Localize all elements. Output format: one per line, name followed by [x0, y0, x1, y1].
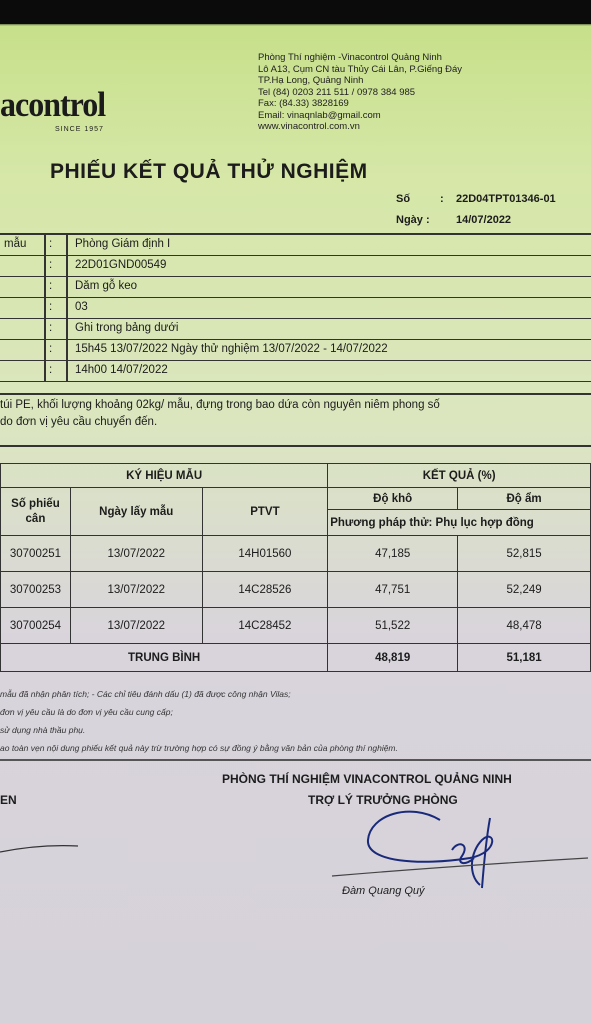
- colon: :: [440, 193, 444, 205]
- info-value: 03: [75, 301, 88, 313]
- report-number-label: Số: [396, 193, 411, 205]
- info-colon: :: [49, 322, 53, 334]
- weigh-ticket-cell: 30700254: [1, 608, 71, 644]
- contact-line: TP.Hạ Long, Quảng Ninh: [258, 75, 364, 86]
- vehicle-cell: 14C28452: [202, 608, 328, 644]
- sample-id-header: KÝ HIỆU MẪU: [1, 464, 328, 488]
- vehicle-cell: 14H01560: [202, 536, 328, 572]
- note-line: đơn vị yêu cầu là do đơn vị yêu cầu cung cấp;: [0, 707, 173, 717]
- contact-line: Phòng Thí nghiệm -Vinacontrol Quảng Ninh: [258, 52, 442, 63]
- lab-name: PHÒNG THÍ NGHIỆM VINACONTROL QUẢNG NINH: [222, 772, 512, 786]
- contact-line: Email: vinaqnlab@gmail.com: [258, 109, 381, 121]
- dryness-cell: 47,751: [328, 572, 458, 608]
- table-row: [1, 608, 591, 644]
- sampling-date-header: Ngày lấy mẫu: [70, 488, 202, 536]
- logo-tagline: SINCE 1957: [55, 126, 104, 133]
- info-value: 22D01GND00549: [75, 259, 167, 271]
- signature-drawing: [0, 800, 591, 900]
- average-moisture: 51,181: [458, 644, 591, 672]
- info-colon: :: [49, 364, 53, 376]
- company-logo: acontrol: [0, 84, 106, 124]
- contact-line: Lô A13, Cụm CN tàu Thủy Cái Lân, P.Giếng Đáy: [258, 63, 463, 75]
- weigh-ticket-cell: 30700251: [1, 536, 71, 572]
- signer-role: TRỢ LÝ TRƯỞNG PHÒNG: [308, 793, 458, 807]
- column-divider: [66, 234, 68, 381]
- weigh-ticket-cell: 30700253: [1, 572, 71, 608]
- note-line: ao toàn vẹn nội dung phiếu kết quả này trừ trường hợp có sự đồng ý bằng văn bản của phòng thí nghiệm.: [0, 743, 398, 753]
- divider: [0, 393, 591, 395]
- dryness-cell: 47,185: [328, 536, 458, 572]
- info-value: Ghi trong bảng dưới: [75, 322, 179, 334]
- info-row: [0, 276, 591, 298]
- contact-line: Tel (84) 0203 211 511 / 0978 384 985: [258, 86, 416, 98]
- report-number: 22D04TPT01346-01: [456, 193, 556, 205]
- average-label: TRUNG BÌNH: [1, 644, 328, 672]
- note-line: mẫu đã nhận phân tích; - Các chỉ tiêu đánh dấu (1) đã được công nhận Vilas;: [0, 689, 291, 699]
- average-dryness: 48,819: [328, 644, 458, 672]
- info-value: 15h45 13/07/2022 Ngày thử nghiệm 13/07/2022 - 14/07/2022: [75, 343, 388, 355]
- notes-block: [0, 685, 398, 757]
- report-date-label: Ngày :: [396, 214, 430, 226]
- report-date: 14/07/2022: [456, 214, 512, 226]
- info-value: Dăm gỗ keo: [75, 280, 138, 292]
- moisture-cell: 52,249: [458, 572, 591, 608]
- info-colon: :: [49, 280, 53, 292]
- info-colon: :: [49, 259, 53, 271]
- sample-description: [0, 397, 591, 431]
- dryness-header: Độ khô: [328, 488, 458, 510]
- vehicle-header: PTVT: [202, 488, 328, 536]
- info-colon: :: [49, 343, 53, 355]
- info-row: [0, 234, 591, 256]
- dryness-cell: 51,522: [328, 608, 458, 644]
- info-row: [0, 297, 591, 319]
- info-row: [0, 318, 591, 340]
- vehicle-cell: 14C28526: [202, 572, 328, 608]
- sampling-date-cell: 13/07/2022: [70, 608, 202, 644]
- info-row: [0, 339, 591, 361]
- weigh-ticket-header: Số phiếu cân: [1, 488, 71, 536]
- divider: [0, 445, 591, 447]
- info-row: [0, 360, 591, 382]
- description-line: do đơn vị yêu cầu chuyển đến.: [0, 416, 158, 428]
- sampling-date-cell: 13/07/2022: [70, 572, 202, 608]
- moisture-cell: 48,478: [458, 608, 591, 644]
- results-table: [0, 463, 591, 672]
- contact-line: www.vinacontrol.com.vn: [258, 121, 360, 132]
- divider: [0, 759, 591, 761]
- info-label: mẫu: [4, 238, 27, 250]
- signer-name: Đàm Quang Quý: [342, 885, 425, 897]
- table-row: [1, 572, 591, 608]
- note-line: sử dụng nhà thầu phụ.: [0, 725, 86, 735]
- test-method: Phương pháp thử: Phụ lục hợp đồng: [328, 510, 591, 536]
- contact-block: [258, 52, 462, 133]
- sampling-date-cell: 13/07/2022: [70, 536, 202, 572]
- moisture-header: Độ ẩm: [458, 488, 591, 510]
- result-header: KẾT QUẢ (%): [328, 464, 591, 488]
- info-colon: :: [49, 238, 53, 250]
- document-title: PHIẾU KẾT QUẢ THỬ NGHIỆM: [50, 160, 368, 183]
- contact-line: Fax: (84.33) 3828169: [258, 98, 349, 109]
- table-row: [1, 536, 591, 572]
- info-value: 14h00 14/07/2022: [75, 364, 168, 376]
- description-line: túi PE, khối lượng khoảng 02kg/ mẫu, đựng trong bao dứa còn nguyên niêm phong số: [0, 399, 440, 411]
- top-border: [0, 0, 591, 24]
- info-value: Phòng Giám định I: [75, 238, 171, 250]
- left-signature-label: EN: [0, 793, 17, 807]
- info-colon: :: [49, 301, 53, 313]
- info-row: [0, 255, 591, 277]
- moisture-cell: 52,815: [458, 536, 591, 572]
- average-row: [1, 644, 591, 672]
- column-divider: [44, 234, 46, 381]
